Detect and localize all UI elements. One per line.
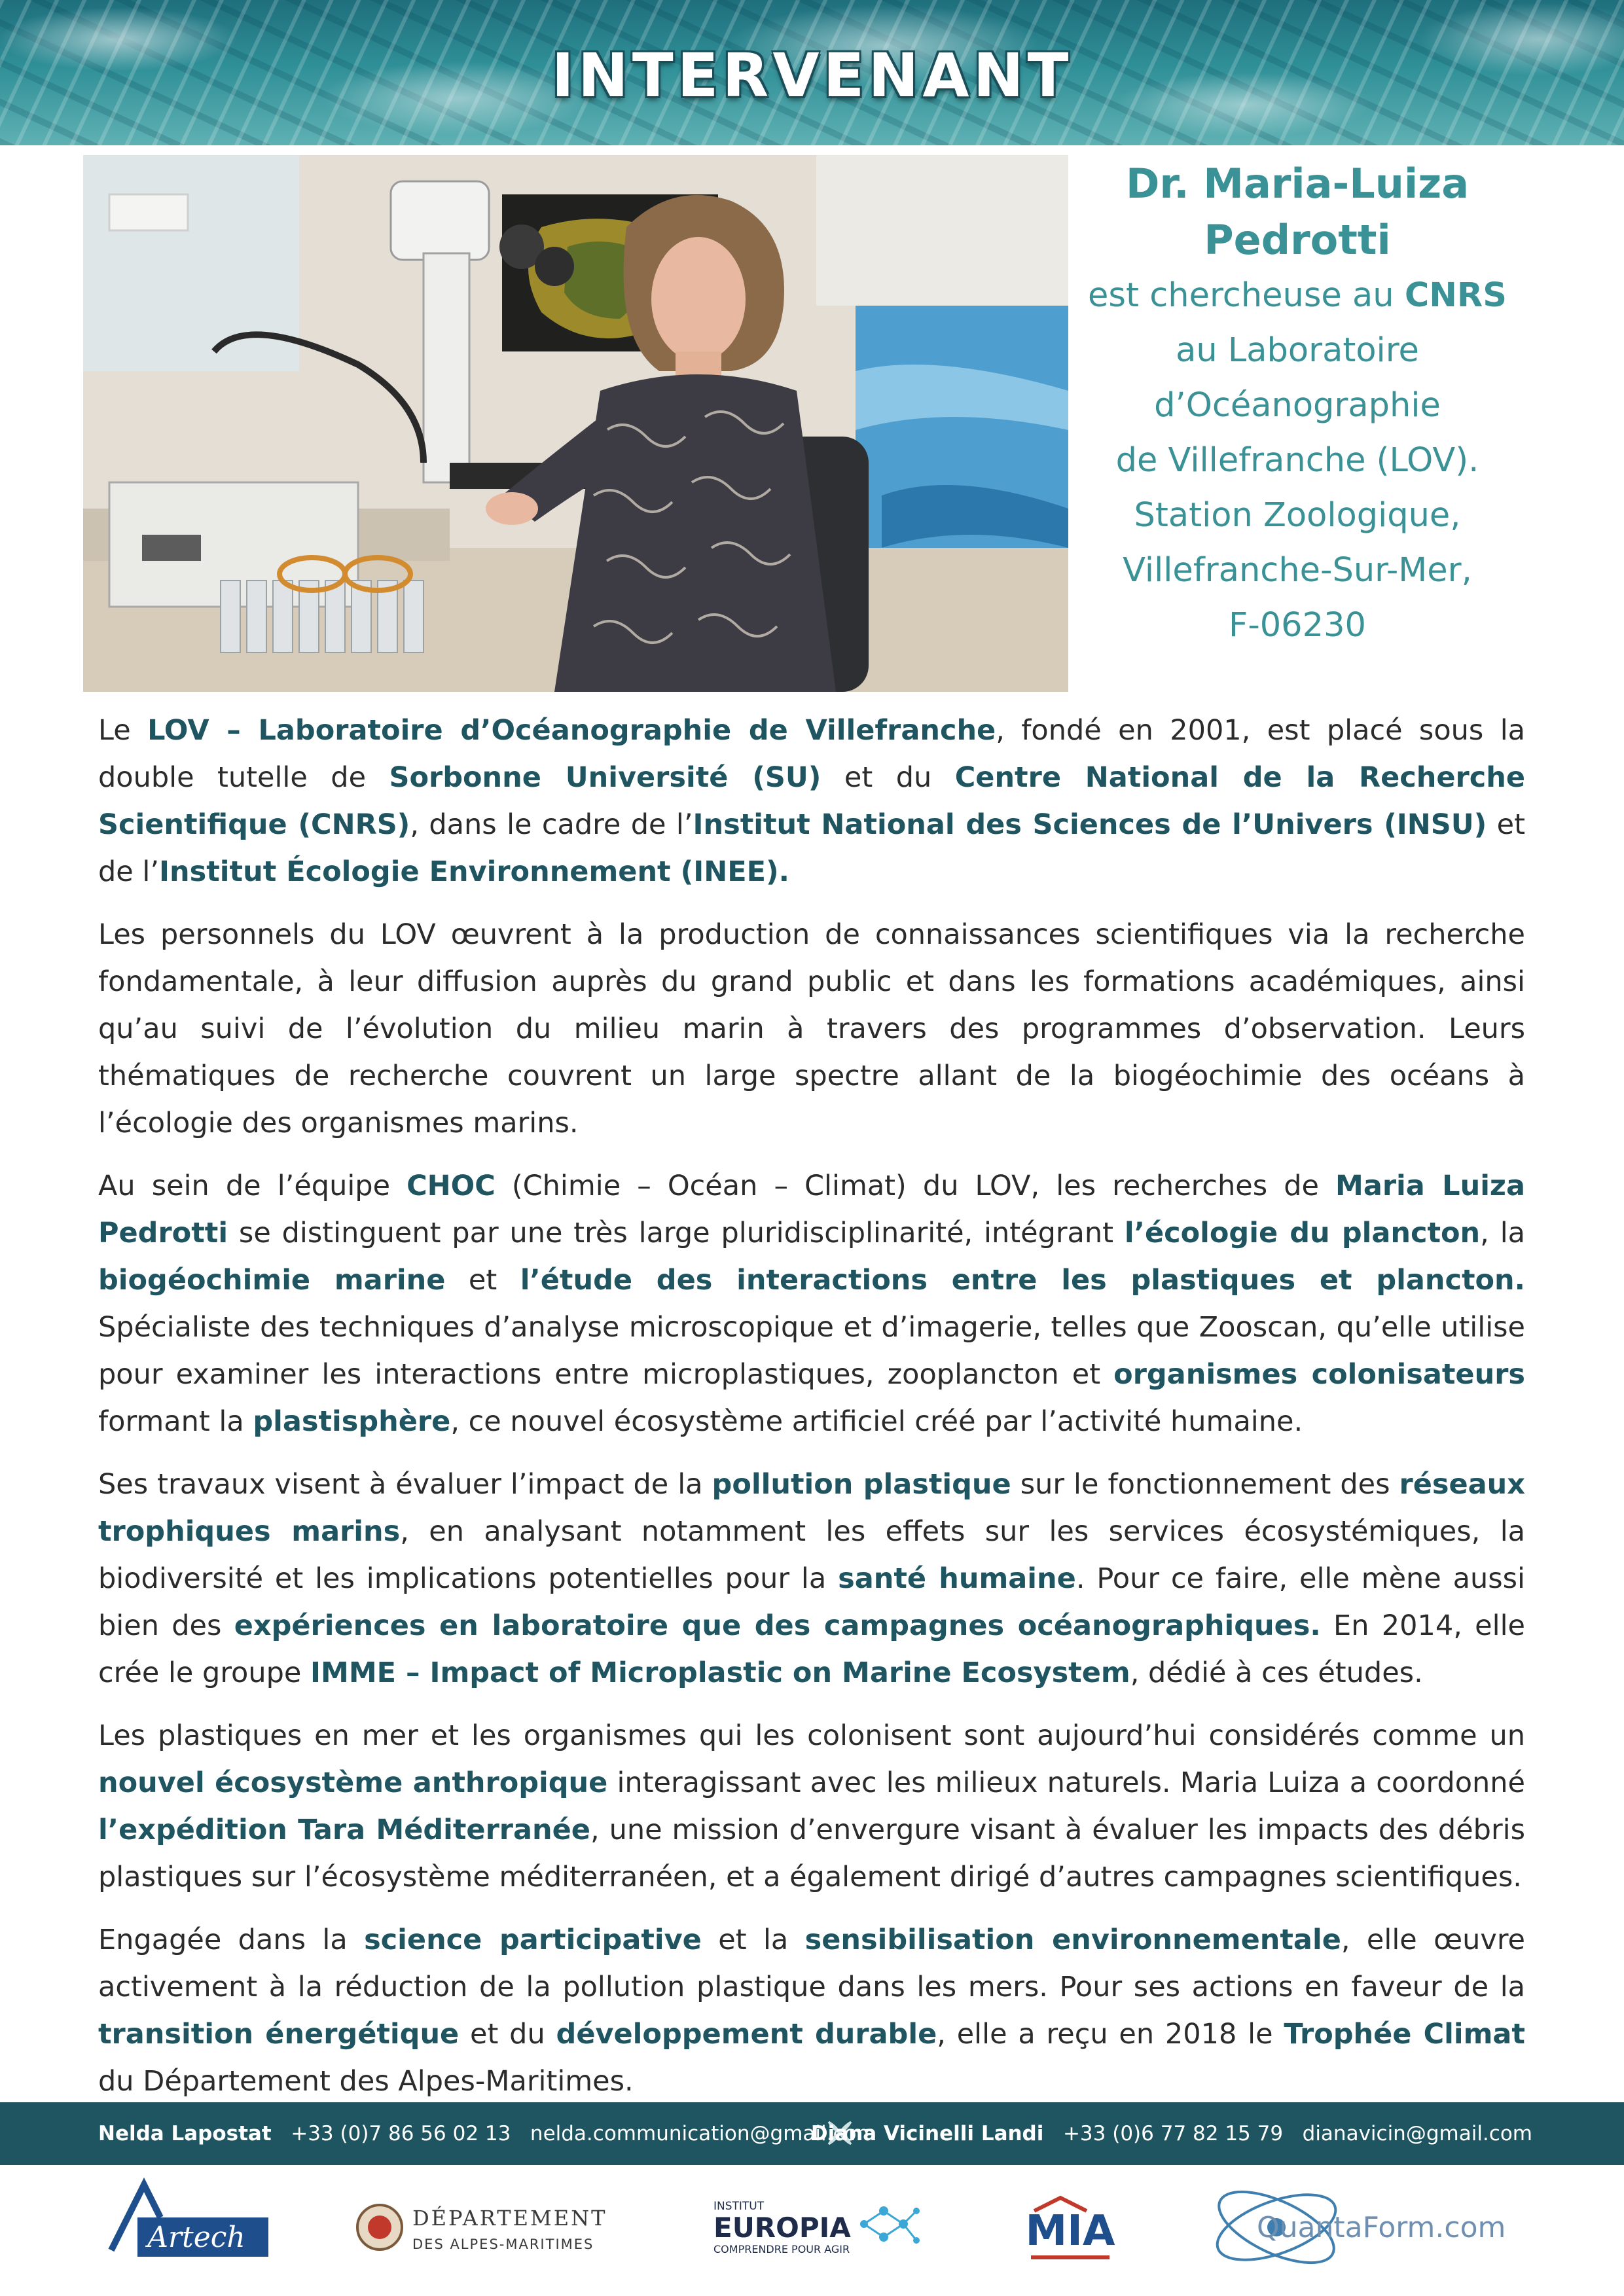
contact-2 [811, 2122, 1532, 2145]
speaker-name-line1: Dr. Maria-Luiza [1125, 160, 1470, 207]
paragraph-plastiques: Les plastiques en mer et les organismes qui les colonisent sont aujourd’hui considérés comme un nouvel écosystème anthropique interagissant avec les milieux naturels. Maria Luiza a coordonné l’expédition Tara Méditerranée, une mission d’envergure visant à évaluer les impacts des débris plastiques sur l’écosystème méditerranéen, et a également dirigé d’autres campagnes scientifiques. [98, 1719, 1525, 1893]
artech-text: Artech [147, 2221, 245, 2254]
intro-line-4: de Villefranche (LOV). [1115, 441, 1479, 480]
departement-line2: DES ALPES-MARITIMES [412, 2236, 594, 2252]
quantaform-logo [1204, 2172, 1525, 2283]
contact-2-phone[interactable]: +33 (0)6 77 82 15 79 [1062, 2122, 1284, 2145]
paragraph-lov: Le LOV – Laboratoire d’Océanographie de Villefranche, fondé en 2001, est placé sous la double tutelle de Sorbonne Université (SU) et du Centre National de la Recherche Scientifique (CNRS), dans le cadre de l’Institut National des Sciences de l’Univers (INSU) et de l’Institut Écologie Environnement (INEE). [98, 714, 1526, 888]
contact-1-name: Nelda Lapostat [98, 2122, 272, 2145]
contact-bar [0, 2102, 1624, 2165]
intro-line-3: d’Océanographie [1154, 386, 1441, 425]
paragraph-choc: Au sein de l’équipe CHOC (Chimie – Océan – Climat) du LOV, les recherches de Maria Luiza Pedrotti se distinguent par une très large pluridisciplinarité, intégrant l’écologie du plancton, la biogéochimie marine et l’étude des interactions entre les plastiques et plancton. Spécialiste des techniques d’analyse microscopique et d’imagerie, telles que Zooscan, qu’elle utilise pour examiner les interactions entre microplastiques, zooplancton et organismes colonisateurs formant la plastisphère, ce nouvel écosystème artificiel créé par l’activité humaine. [98, 1170, 1525, 1438]
paragraph-engagement: Engagée dans la science participative et la sensibilisation environnementale, elle œuvre activement à la réduction de la pollution plastique dans les mers. Pour ses actions en faveur de la transition énergétique et du développement durable, elle a reçu en 2018 le Trophée Climat du Département des Alpes-Maritimes. [98, 1924, 1526, 2098]
quantaform-text: QuantaForm.com [1257, 2211, 1506, 2244]
contact-1-phone[interactable]: +33 (0)7 86 56 02 13 [291, 2122, 511, 2145]
europia-main: EUROPIA [713, 2212, 851, 2244]
paragraph-personnel: Les personnels du LOV œuvrent à la production de connaissances scientifiques via la recherche fondamentale, à leur diffusion auprès du grand public et dans les formations académiques, ainsi qu’au suivi de l’évolution du milieu marin à travers des programmes d’observation. Leurs thématiques de recherche couvrent un large spectre allant de la biogéochimie des océans à l’écologie des organismes marins. [98, 918, 1525, 1139]
biography-text [98, 707, 1525, 2121]
europia-logo [707, 2172, 929, 2283]
researcher-photo [83, 155, 1068, 692]
departement-logo [353, 2172, 615, 2283]
intro-line-5: Station Zoologique, [1134, 496, 1461, 535]
europia-small: INSTITUT [713, 2200, 765, 2213]
mia-logo [1021, 2172, 1119, 2283]
speaker-intro [1081, 156, 1513, 653]
mia-text: MIA [1025, 2207, 1115, 2255]
contact-2-name: Diana Vicinelli Landi [810, 2122, 1044, 2145]
contact-1-email[interactable]: nelda.communication@gmail.com [530, 2122, 876, 2145]
contact-2-email[interactable]: dianavicin@gmail.com [1302, 2122, 1532, 2145]
artech-logo [98, 2172, 275, 2283]
intro-line-7: F-06230 [1229, 606, 1366, 645]
speaker-name-line2: Pedrotti [1204, 216, 1391, 264]
departement-line1: DÉPARTEMENT [412, 2206, 607, 2231]
intro-line-6: Villefranche-Sur-Mer, [1123, 551, 1472, 590]
header-banner [0, 0, 1624, 145]
europia-tag: COMPRENDRE POUR AGIR [713, 2243, 850, 2255]
partner-logos [0, 2172, 1624, 2289]
intro-line-2: au Laboratoire [1176, 331, 1419, 370]
intro-line-1: est chercheuse au CNRS [1088, 276, 1507, 315]
paragraph-travaux: Ses travaux visent à évaluer l’impact de la pollution plastique sur le fonctionnement des réseaux trophiques marins, en analysant notamment les effets sur les services écosystémiques, la biodiversité et les implications potentielles pour la santé humaine. Pour ce faire, elle mène aussi bien des expériences en laboratoire que des campagnes océanographiques. En 2014, elle crée le groupe IMME – Impact of Microplastic on Marine Ecosystem, dédié à ces études. [98, 1468, 1525, 1689]
page-title: INTERVENANT [551, 41, 1073, 111]
contact-1 [98, 2122, 876, 2145]
